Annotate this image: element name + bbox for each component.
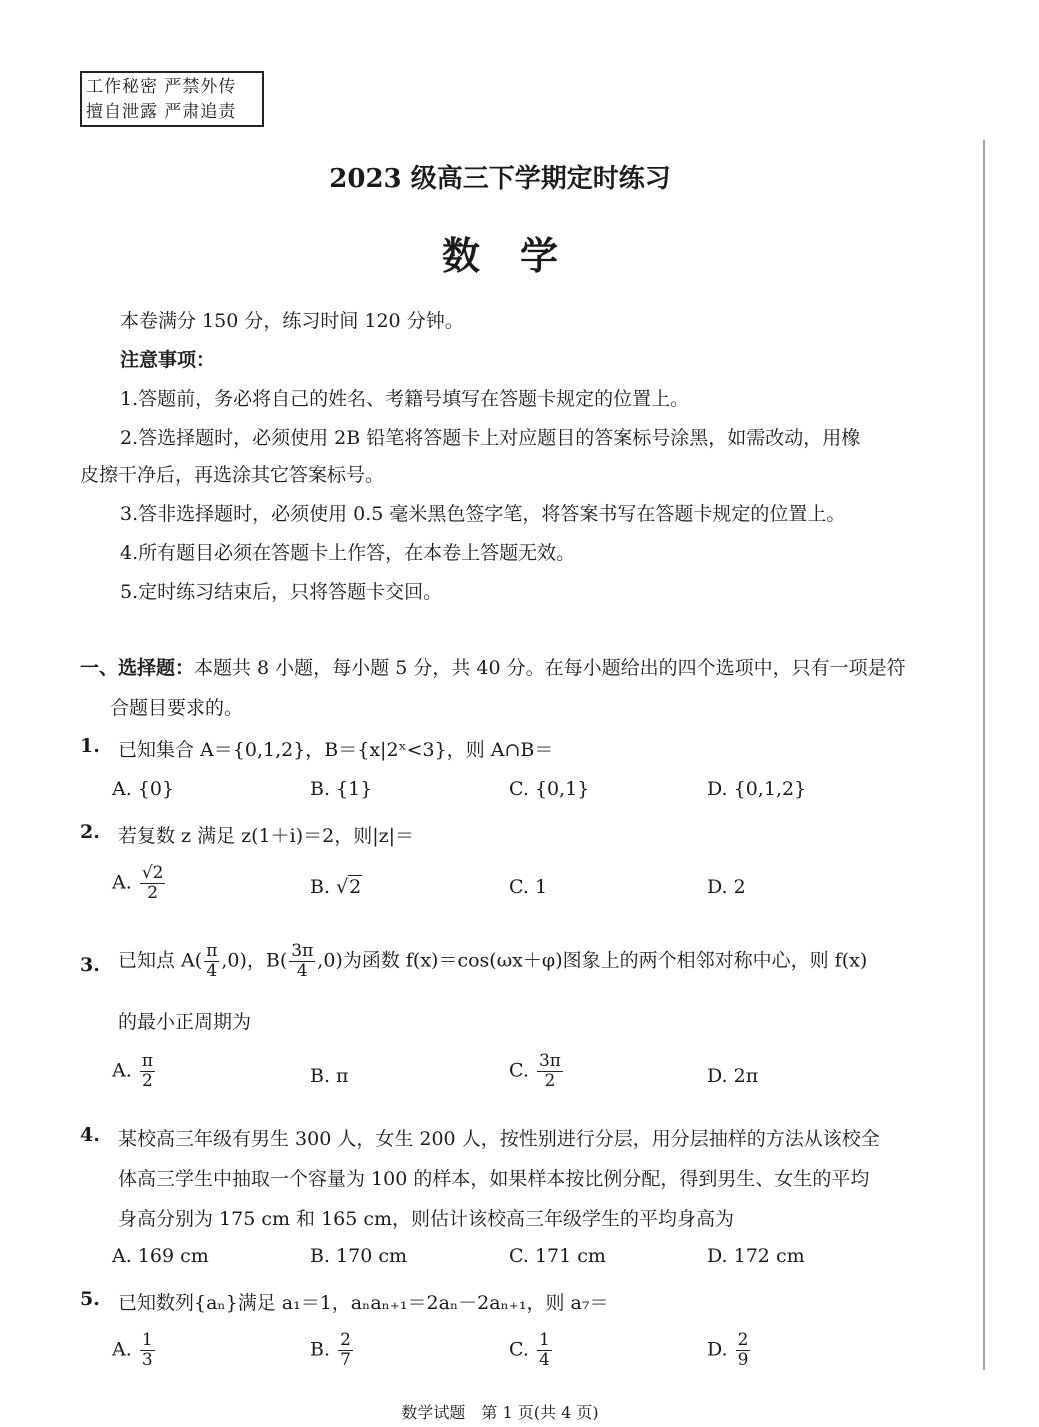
fraction-denominator: 3 [141,1350,153,1370]
q2-option-b [310,876,362,898]
stamp-line-2: 擅自泄露 严肃追责 [86,102,237,122]
question-1-text: 已知集合 A＝{0,1,2}，B＝{x|2ˣ<3}，则 A∩B＝ [118,739,554,761]
option-label: A. [112,1338,132,1361]
q2-option-a [112,864,167,903]
q3-option-c [509,1052,565,1091]
notes-heading: 注意事项： [120,349,216,371]
fraction [537,1331,552,1370]
q3-text-part: ,0)，B( [221,949,288,972]
section-1-desc: 本题共 8 小题，每小题 5 分，共 40 分。在每小题给出的四个选项中，只有一项是符 [194,657,906,679]
fraction [140,864,166,903]
fraction-numerator: 1 [141,1330,153,1350]
page-edge-line [983,140,985,1370]
question-4-line-1: 某校高三年级有男生 300 人，女生 200 人，按性别进行分层，用分层抽样的方法从该校全 [118,1128,880,1150]
option-label: C. [509,1338,529,1361]
section-1-intro [80,653,906,680]
fraction-numerator: √2 [141,863,164,883]
option-label: C. [509,1059,529,1082]
q4-option-a: A. 169 cm [112,1245,209,1267]
note-item: 皮擦干净后，再选涂其它答案标号。 [80,464,385,486]
section-1-desc-2: 合题目要求的。 [110,697,244,719]
question-number: 1. [80,735,100,757]
q5-option-b [310,1331,355,1370]
question-number: 2. [80,821,100,843]
section-1-label: 一、选择题： [80,657,195,679]
q4-option-b: B. 170 cm [310,1245,408,1267]
fraction-numerator: 2 [340,1330,351,1350]
fraction-denominator: 2 [147,883,159,903]
fraction [289,942,315,981]
note-item: 1.答题前，务必将自己的姓名、考籍号填写在答题卡规定的位置上。 [120,388,690,410]
option-label: A. [112,1059,132,1082]
confidential-stamp [80,71,264,127]
intro-text: 本卷满分 150 分，练习时间 120 分钟。 [120,310,464,332]
fraction-numerator: 2 [737,1330,749,1350]
q5-option-d [707,1331,752,1370]
stamp-line-1: 工作秘密 严禁外传 [86,77,237,97]
q3-text-part: 已知点 A( [118,949,203,972]
q3-option-d: D. 2π [707,1065,759,1087]
fraction [338,1331,353,1370]
fraction-numerator: π [141,1051,153,1071]
q2-option-c: C. 1 [509,876,548,898]
question-number: 5. [80,1288,100,1310]
fraction-denominator: 4 [296,961,308,981]
fraction-denominator: 4 [538,1350,550,1370]
sqrt-radicand: 2 [349,876,362,898]
q1-option-b: B. {1} [310,778,373,800]
fraction-numerator: 3π [291,941,314,961]
sqrt-symbol: √2 [336,876,362,898]
note-item: 3.答非选择题时，必须使用 0.5 毫米黑色签字笔，将答案书写在答题卡规定的位置上。 [120,503,846,525]
fraction-denominator: 4 [206,961,218,981]
question-3-line-2: 的最小正周期为 [118,1011,252,1033]
option-label: D. [707,1338,728,1361]
fraction-denominator: 9 [737,1350,749,1370]
fraction-denominator: 2 [544,1071,556,1091]
note-item: 4.所有题目必须在答题卡上作答，在本卷上答题无效。 [120,542,576,564]
question-4-line-2: 体高三学生中抽取一个容量为 100 的样本，如果样本按比例分配，得到男生、女生的平均 [118,1168,870,1190]
question-2-text: 若复数 z 满足 z(1＋i)＝2，则|z|＝ [118,825,415,847]
question-5-text: 已知数列{aₙ}满足 a₁＝1，aₙaₙ₊₁＝2aₙ－2aₙ₊₁，则 a₇＝ [118,1292,609,1314]
q3-option-a [112,1052,157,1091]
option-label: A. [112,871,132,894]
q1-option-a: A. {0} [112,778,175,800]
fraction-numerator: π [206,941,218,961]
fraction-numerator: 3π [538,1051,561,1071]
fraction [204,942,219,981]
note-item: 2.答选择题时，必须使用 2B 铅笔将答题卡上对应题目的答案标号涂黑，如需改动，用橡 [120,427,861,449]
fraction [140,1052,155,1091]
option-label: B. [310,876,331,898]
q4-option-c: C. 171 cm [509,1245,606,1267]
q1-option-d: D. {0,1,2} [707,778,807,800]
q4-option-d: D. 172 cm [707,1245,805,1267]
q3-text-part: ,0)为函数 f(x)＝cos(ωx＋φ)图象上的两个相邻对称中心，则 f(x) [317,949,868,972]
fraction [537,1052,563,1091]
fraction-denominator: 2 [141,1071,153,1091]
question-4-line-3: 身高分别为 175 cm 和 165 cm，则估计该校高三年级学生的平均身高为 [118,1208,735,1230]
fraction-numerator: 1 [538,1330,550,1350]
question-3-text [118,942,867,981]
fraction [140,1331,155,1370]
q1-option-c: C. {0,1} [509,778,590,800]
q3-option-b: B. π [310,1065,349,1087]
fraction [736,1331,751,1370]
page-footer: 数学试题 第 1 页(共 4 页) [401,1403,599,1422]
fraction-denominator: 7 [340,1350,351,1370]
question-number: 4. [80,1124,100,1146]
q5-option-c [509,1331,554,1370]
exam-title: 2023 级高三下学期定时练习 [329,164,671,194]
q2-option-d: D. 2 [707,876,746,898]
question-number: 3. [80,954,100,976]
option-label: B. [310,1338,331,1361]
note-item: 5.定时练习结束后，只将答题卡交回。 [120,581,443,603]
subject-title: 数学 [441,233,598,278]
q5-option-a [112,1331,157,1370]
